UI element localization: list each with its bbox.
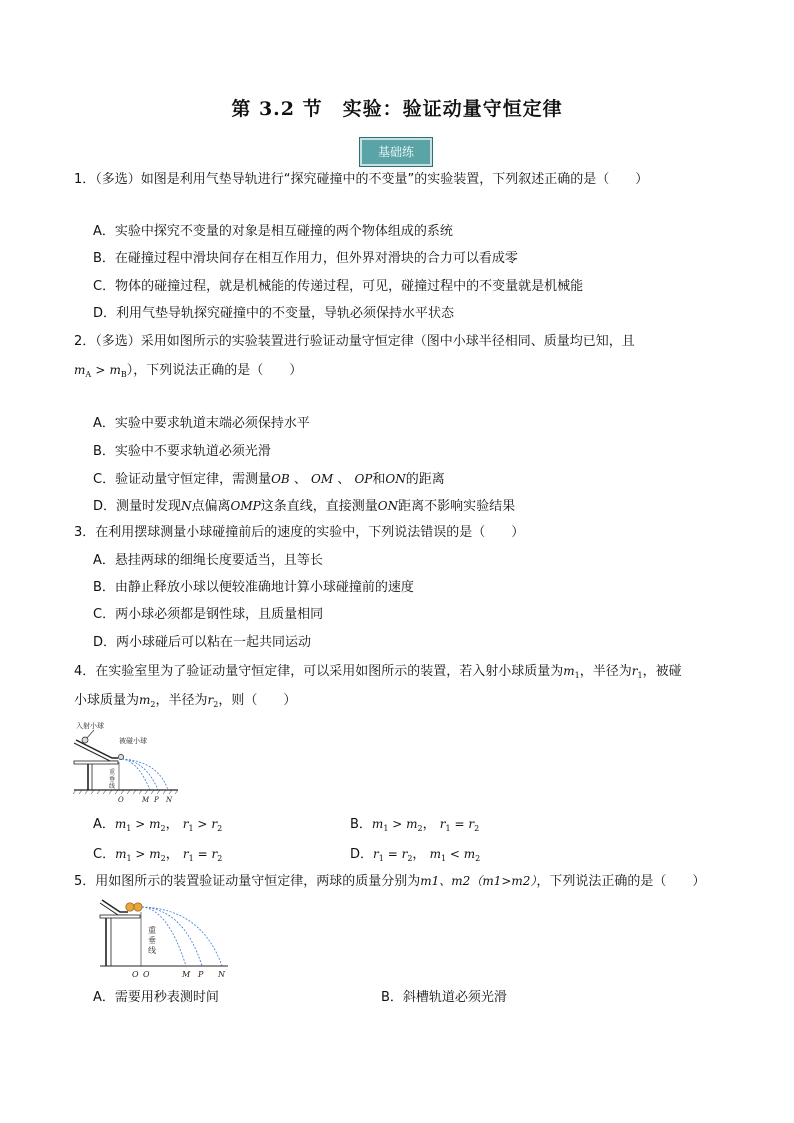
- q2-mass-b: $m_B$: [109, 363, 127, 379]
- q2-option-c: C．验证动量守恒定律，需测量OB 、 OM 、 OP和ON的距离: [93, 472, 445, 487]
- q3-stem: 3．在利用摆球测量小球碰撞前后的速度的实验中，下列说法错误的是（ ）: [74, 525, 525, 540]
- q1-stem: 1．（多选）如图是利用气垫导轨进行“探究碰撞中的不变量”的实验装置，下列叙述正确的是（ ）: [74, 172, 649, 187]
- q5-apparatus-figure: [98, 896, 232, 980]
- q5-option-b: B．斜槽轨道必须光滑: [381, 990, 507, 1005]
- q5-plumb-char3: 线: [148, 946, 156, 955]
- section-badge: 基础练: [359, 137, 433, 167]
- q2-mass-a: $m_A$: [74, 363, 92, 379]
- q5-ball-incident: [126, 903, 134, 911]
- q5-stem: 5．用如图所示的装置验证动量守恒定律，两球的质量分别为m1、m2（m1>m2），下列说法正确的是（ ）: [74, 874, 706, 889]
- q3-option-d: D．两小球碰后可以粘在一起共同运动: [93, 635, 312, 650]
- q1-option-a: A．实验中探究不变量的对象是相互碰撞的两个物体组成的系统: [93, 224, 453, 239]
- q4-label-target: 被碰小球: [119, 737, 147, 745]
- q4-point-m: M: [142, 796, 150, 804]
- q4-option-a: A．$m_1 > m_2$， $r_1 > r_2$: [93, 817, 223, 833]
- q5-option-a: A．需要用秒表测时间: [93, 990, 219, 1005]
- q2-option-d: D．测量时发现N点偏离OMP这条直线，直接测量ON距离不影响实验结果: [93, 499, 516, 514]
- q4-stem-line2: 小球质量为$m_2$，半径为$r_2$，则（ ）: [74, 693, 297, 709]
- q4-point-n: N: [166, 796, 173, 804]
- q1-option-b: B．在碰撞过程中滑块间存在相互作用力，但外界对滑块的合力可以看成零: [93, 251, 518, 266]
- q3-option-a: A．悬挂两球的细绳长度要适当，且等长: [93, 553, 323, 568]
- q5-ball-target: [134, 903, 142, 911]
- q3-option-c: C．两小球必须都是钢性球，且质量相同: [93, 607, 324, 622]
- q4-plumb-char2: 垂: [109, 776, 116, 783]
- q5-point-o1: O: [132, 970, 139, 979]
- q5-plumb-char2: 垂: [148, 936, 156, 945]
- q1-option-c: C．物体的碰撞过程，就是机械能的传递过程，可见，碰撞过程中的不变量就是机械能: [93, 279, 584, 294]
- q4-plumb-char1: 重: [109, 769, 116, 776]
- q4-stem-line1: 4．在实验室里为了验证动量守恒定律，可以采用如图所示的装置，若入射小球质量为$m_1$，半径为$r_1$，被碰: [74, 664, 682, 680]
- q4-incident-ball: [82, 737, 88, 743]
- q5-point-o2: O: [143, 970, 150, 979]
- q1-option-d: D．利用气垫导轨探究碰撞中的不变量，导轨必须保持水平状态: [93, 306, 455, 321]
- q4-point-p: P: [154, 796, 159, 804]
- q2-option-a: A．实验中要求轨道末端必须保持水平: [93, 416, 310, 431]
- q2-option-b: B．实验中不要求轨道必须光滑: [93, 444, 271, 459]
- q3-option-b: B．由静止释放小球以便较准确地计算小球碰撞前的速度: [93, 580, 414, 595]
- q4-apparatus-figure: [72, 718, 184, 804]
- q4-option-c: C．$m_1 > m_2$， $r_1 = r_2$: [93, 847, 223, 863]
- q5-point-p: P: [198, 970, 204, 979]
- q5-point-m: M: [182, 970, 191, 979]
- q4-option-d: D．$r_1 = r_2$， $m_1 < m_2$: [350, 847, 481, 863]
- q4-point-o: O: [118, 796, 124, 804]
- page-title: 第 3.2 节 实验：验证动量守恒定律: [231, 98, 563, 120]
- q4-option-b: B．$m_1 > m_2$， $r_1 = r_2$: [350, 817, 480, 833]
- q4-label-incident: 入射小球: [76, 722, 104, 730]
- q2-stem-line2: $m_A > m_B$），下列说法正确的是（ ）: [74, 363, 303, 379]
- q2-stem-line1: 2．（多选）采用如图所示的实验装置进行验证动量守恒定律（图中小球半径相同、质量均已知，且: [74, 334, 635, 349]
- q5-plumb-char1: 重: [148, 926, 156, 935]
- q4-plumb-char3: 线: [109, 783, 116, 790]
- q5-point-n: N: [218, 970, 225, 979]
